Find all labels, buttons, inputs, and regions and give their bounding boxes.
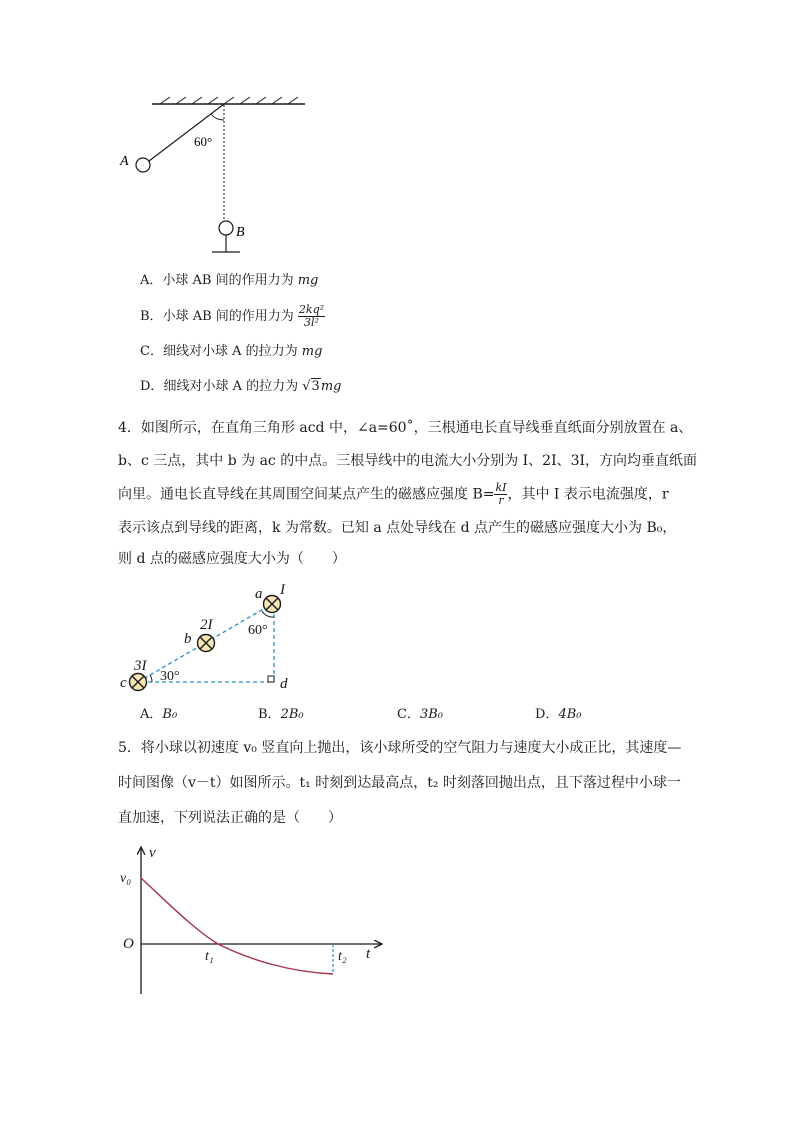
option-letter: A．: [140, 707, 163, 722]
option-letter: B．: [258, 707, 281, 722]
current-label-a: I: [280, 582, 285, 598]
q4-text-1: 如图所示，在直角三角形 acd 中，∠a=60˚，三根通电长直导线垂直纸面分别放置在 a、: [140, 420, 693, 436]
option-letter: D．: [140, 379, 164, 394]
label-a: A: [120, 154, 129, 169]
fraction-numerator: kI: [495, 481, 507, 494]
q5-text-3: 直加速，下列说法正确的是（ ）: [118, 810, 342, 826]
origin-label: O: [123, 936, 134, 952]
option-letter: A．: [140, 273, 163, 288]
option-text: 细线对小球 A 的拉力为: [162, 344, 302, 359]
point-label-b: b: [184, 631, 192, 647]
q5-text-2: 时间图像（v－t）如图所示。t₁ 时刻到达最高点，t₂ 时刻落回抛出点，且下落过程中小球一: [118, 775, 681, 791]
sqrt-radicand: 3: [311, 379, 320, 394]
fraction-numerator: 2kq²: [298, 303, 325, 316]
option-value: 3B₀: [419, 707, 443, 722]
current-label-b: 2I: [200, 617, 213, 633]
x-axis-label: t: [366, 946, 371, 962]
option-value: 4B₀: [558, 707, 582, 722]
option-value: B₀: [162, 707, 178, 722]
q4-text-5: 则 d 点的磁感应强度大小为（ ）: [118, 551, 346, 567]
v0-label: v₀: [120, 871, 132, 886]
q4-text-3a: 向里。通电长直导线在其周围空间某点产生的磁感应强度 B=: [118, 486, 495, 503]
t1-label: t₁: [205, 949, 214, 964]
fraction-denominator: 3l²: [304, 316, 319, 329]
option-expr: mg: [320, 379, 342, 394]
option-letter: C．: [397, 707, 420, 722]
option-letter: D．: [535, 707, 559, 722]
current-label-c: 3I: [134, 658, 147, 674]
option-text: 小球 AB 间的作用力为: [162, 273, 298, 288]
q4-number: 4．: [118, 420, 141, 436]
y-axis-label: v: [149, 845, 156, 861]
angle-label-c: 30°: [160, 669, 180, 684]
option-text: 小球 AB 间的作用力为: [162, 309, 298, 324]
label-b: B: [236, 225, 245, 240]
option-letter: B．: [140, 309, 163, 324]
q5-text-1: 将小球以初速度 v₀ 竖直向上抛出，该小球所受的空气阻力与速度大小成正比，其速度—: [140, 740, 682, 756]
t2-label: t₂: [338, 949, 347, 964]
angle-label-a: 60°: [248, 623, 268, 638]
q5-number: 5．: [118, 740, 141, 756]
option-expr: mg: [301, 344, 323, 359]
option-letter: C．: [140, 344, 163, 359]
sqrt-symbol: √: [302, 379, 311, 394]
point-label-d: d: [280, 676, 288, 692]
q4-text-3b: ，其中 I 表示电流强度，r: [507, 486, 669, 503]
angle-label: 60°: [194, 134, 213, 149]
point-label-c: c: [120, 675, 127, 691]
velocity-curve: [141, 878, 333, 974]
fraction-denominator: r: [498, 494, 504, 507]
q4-text-2: b、c 三点，其中 b 为 ac 的中点。三根导线中的电流大小分别为 I、2I、3I，方向均垂直纸面: [118, 453, 698, 469]
option-value: 2B₀: [280, 707, 304, 722]
option-expr: mg: [297, 273, 319, 288]
point-label-a: a: [255, 586, 263, 602]
option-text: 细线对小球 A 的拉力为: [163, 379, 303, 394]
q4-text-4: 表示该点到导线的距离，k 为常数。已知 a 点处导线在 d 点产生的磁感应强度大小为 B₀，: [118, 520, 677, 536]
